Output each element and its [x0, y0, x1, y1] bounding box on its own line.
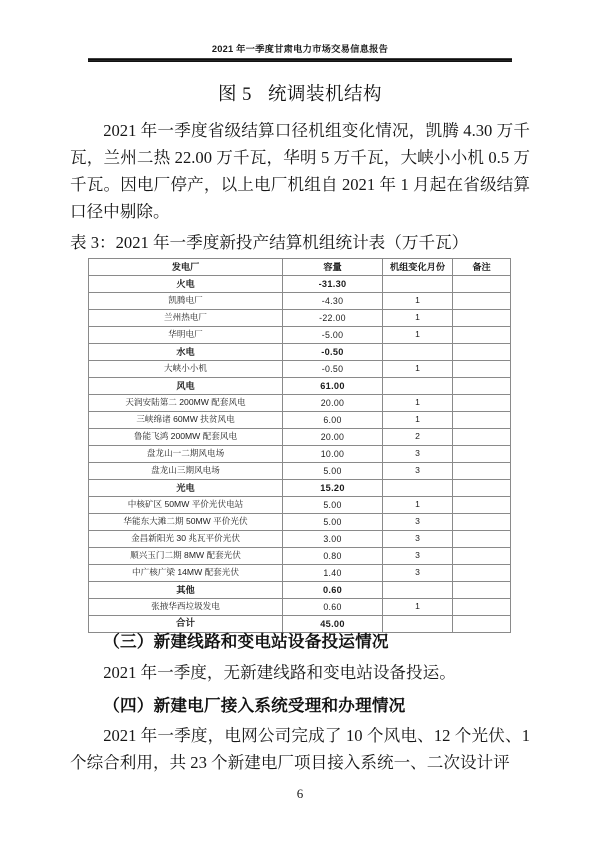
table-row	[89, 582, 511, 599]
cell-remark	[453, 293, 511, 310]
cell-plant: 三峡绵诸 60MW 扶贫风电	[89, 412, 283, 429]
cell-plant: 火电	[89, 276, 283, 293]
cell-month	[383, 276, 453, 293]
cell-plant: 中核矿区 50MW 平价光伏电站	[89, 497, 283, 514]
table-row	[89, 276, 511, 293]
table-row	[89, 344, 511, 361]
cell-month: 3	[383, 514, 453, 531]
header-rule	[88, 58, 512, 62]
new-capacity-table-wrapper	[88, 258, 510, 633]
heading-new-lines-substations: （三）新建线路和变电站设备投运情况	[103, 632, 389, 651]
cell-remark	[453, 565, 511, 582]
cell-capacity: 3.00	[283, 531, 383, 548]
table-row	[89, 463, 511, 480]
new-capacity-table	[88, 258, 511, 633]
cell-month: 3	[383, 446, 453, 463]
table-row	[89, 599, 511, 616]
cell-capacity: 20.00	[283, 395, 383, 412]
cell-remark	[453, 548, 511, 565]
cell-month: 1	[383, 361, 453, 378]
cell-remark	[453, 327, 511, 344]
cell-month: 1	[383, 310, 453, 327]
cell-plant: 其他	[89, 582, 283, 599]
paragraph-machine-changes: 2021 年一季度省级结算口径机组变化情况，凯腾 4.30 万千瓦，兰州二热 22.00 万千瓦，华明 5 万千瓦，大峡小小机 0.5 万千瓦。因电厂停产，以上电厂机组自 2021 年 1 月起在省级结算口径中剔除。	[70, 121, 530, 221]
cell-capacity: -0.50	[283, 361, 383, 378]
cell-capacity: 10.00	[283, 446, 383, 463]
figure-caption	[88, 84, 512, 107]
running-header-title: 2021 年一季度甘肃电力市场交易信息报告	[211, 44, 389, 54]
cell-capacity: 5.00	[283, 514, 383, 531]
cell-plant: 张掖华西垃圾发电	[89, 599, 283, 616]
cell-month: 1	[383, 327, 453, 344]
cell-remark	[453, 429, 511, 446]
cell-plant: 中广核广梁 14MW 配套光伏	[89, 565, 283, 582]
cell-capacity: 0.60	[283, 599, 383, 616]
cell-plant: 盘龙山三期风电场	[89, 463, 283, 480]
paragraph-new-lines-substations: 2021 年一季度，无新建线路和变电站设备投运。	[103, 663, 456, 682]
table-row	[89, 514, 511, 531]
cell-month	[383, 344, 453, 361]
table-row	[89, 446, 511, 463]
cell-plant: 鲁能飞鸿 200MW 配套风电	[89, 429, 283, 446]
table-header-row	[89, 259, 511, 276]
cell-remark	[453, 582, 511, 599]
cell-month: 1	[383, 293, 453, 310]
cell-capacity: -31.30	[283, 276, 383, 293]
table-row	[89, 412, 511, 429]
cell-month: 1	[383, 599, 453, 616]
cell-plant: 华能东大滩二期 50MW 平价光伏	[89, 514, 283, 531]
table-row	[89, 395, 511, 412]
cell-capacity: -5.00	[283, 327, 383, 344]
cell-capacity: 5.00	[283, 497, 383, 514]
cell-capacity: 1.40	[283, 565, 383, 582]
cell-remark	[453, 446, 511, 463]
table-row	[89, 293, 511, 310]
cell-plant: 兰州热电厂	[89, 310, 283, 327]
cell-capacity: 15.20	[283, 480, 383, 497]
cell-plant: 顺兴玉门二期 8MW 配套光伏	[89, 548, 283, 565]
cell-capacity: 0.80	[283, 548, 383, 565]
cell-remark	[453, 412, 511, 429]
column-header-remark: 备注	[453, 259, 511, 276]
table-row	[89, 531, 511, 548]
cell-month	[383, 378, 453, 395]
table-header	[89, 259, 511, 276]
cell-month: 3	[383, 548, 453, 565]
cell-month: 1	[383, 497, 453, 514]
cell-remark	[453, 480, 511, 497]
table-body	[89, 276, 511, 633]
table-row	[89, 378, 511, 395]
cell-month: 3	[383, 565, 453, 582]
cell-remark	[453, 531, 511, 548]
table-row	[89, 548, 511, 565]
cell-remark	[453, 344, 511, 361]
cell-remark	[453, 361, 511, 378]
cell-plant: 华明电厂	[89, 327, 283, 344]
cell-month	[383, 480, 453, 497]
cell-month: 1	[383, 395, 453, 412]
paragraph-new-plant-interconnection: 2021 年一季度，电网公司完成了 10 个风电、12 个光伏、1 个综合利用，共 23 个新建电厂项目接入系统一、二次设计评	[70, 726, 530, 772]
page-number: 6	[296, 786, 304, 801]
cell-capacity: 20.00	[283, 429, 383, 446]
cell-remark	[453, 463, 511, 480]
cell-month	[383, 582, 453, 599]
column-header-plant: 发电厂	[89, 259, 283, 276]
cell-capacity: -22.00	[283, 310, 383, 327]
cell-plant: 合计	[89, 616, 283, 633]
cell-capacity: 45.00	[283, 616, 383, 633]
table-row	[89, 310, 511, 327]
cell-plant: 大峡小小机	[89, 361, 283, 378]
cell-capacity: 5.00	[283, 463, 383, 480]
cell-capacity: 6.00	[283, 412, 383, 429]
cell-capacity: -0.50	[283, 344, 383, 361]
cell-remark	[453, 514, 511, 531]
cell-capacity: 61.00	[283, 378, 383, 395]
table-row	[89, 361, 511, 378]
figure-caption-title: 统调装机结构	[267, 85, 382, 105]
cell-capacity: 0.60	[283, 582, 383, 599]
cell-plant: 天润安陆第二 200MW 配套风电	[89, 395, 283, 412]
table-row	[89, 497, 511, 514]
cell-plant: 光电	[89, 480, 283, 497]
cell-month: 2	[383, 429, 453, 446]
cell-plant: 金昌新阳光 30 兆瓦平价光伏	[89, 531, 283, 548]
column-header-capacity: 容量	[283, 259, 383, 276]
column-header-month: 机组变化月份	[383, 259, 453, 276]
heading-new-plant-interconnection: （四）新建电厂接入系统受理和办理情况	[103, 696, 406, 715]
figure-caption-label: 图 5	[218, 85, 252, 105]
cell-plant: 风电	[89, 378, 283, 395]
cell-month: 1	[383, 412, 453, 429]
cell-remark	[453, 310, 511, 327]
table-row	[89, 565, 511, 582]
table-row	[89, 480, 511, 497]
cell-remark	[453, 378, 511, 395]
cell-remark	[453, 395, 511, 412]
table-row	[89, 327, 511, 344]
cell-remark	[453, 497, 511, 514]
cell-remark	[453, 276, 511, 293]
table-row	[89, 429, 511, 446]
table-caption: 表 3：2021 年一季度新投产结算机组统计表（万千瓦）	[70, 233, 469, 252]
cell-plant: 凯腾电厂	[89, 293, 283, 310]
cell-month: 3	[383, 463, 453, 480]
cell-plant: 盘龙山一二期风电场	[89, 446, 283, 463]
cell-capacity: -4.30	[283, 293, 383, 310]
running-header	[88, 44, 512, 62]
cell-month: 3	[383, 531, 453, 548]
cell-remark	[453, 599, 511, 616]
cell-plant: 水电	[89, 344, 283, 361]
